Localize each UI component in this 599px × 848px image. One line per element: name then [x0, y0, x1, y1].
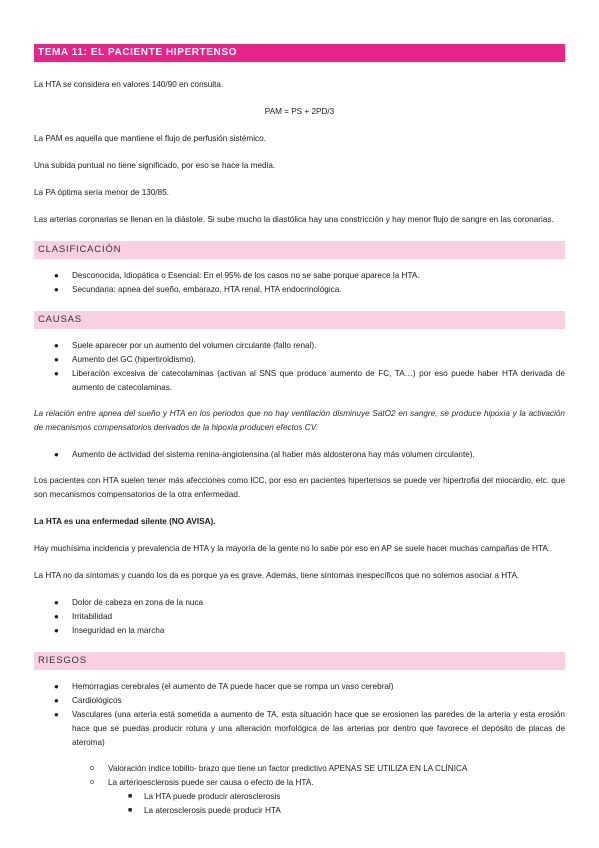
list-item: ■ La aterosclerosis puede producir HTA: [34, 804, 565, 818]
paragraph-sintomas: La HTA no da síntomas y cuando los da es porque ya es grave. Además, tiene síntomas inespecíficos que no solemos asociar a HTA.: [34, 571, 520, 580]
list-item: ● Irritabilidad: [34, 610, 565, 624]
bullet-icon: ●: [54, 612, 59, 621]
riesgos-sublist: [34, 762, 565, 790]
list-item: ● Dolor de cabeza en zona de la nuca: [34, 596, 565, 610]
bullet-icon: ●: [54, 682, 59, 691]
circle-bullet-icon: o: [90, 765, 94, 772]
list-item: o Valoración índice tobillo- brazo que tiene un factor predictivo APENAS SE UTILIZA EN LA CLÍNICA: [34, 762, 565, 776]
riesgos-list: [34, 680, 565, 750]
bullet-icon: ●: [54, 696, 59, 705]
causas-list-2: [34, 448, 565, 462]
list-item: ● Cardiológicos: [34, 694, 565, 708]
sintomas-list: [34, 596, 565, 638]
bullet-icon: ●: [54, 450, 59, 459]
list-item: ■ La HTA puede producir aterosclerosis: [34, 790, 565, 804]
page-title: TEMA 11: EL PACIENTE HIPERTENSO: [34, 44, 565, 62]
paragraph-coronarias: Las arterias coronarias se llenan en la diástole. Si sube mucho la diastólica hay una constricción y hay menor flujo de sangre en las coronarias.: [34, 215, 554, 224]
paragraph-pa-optima: La PA óptima sería menor de 130/85.: [34, 188, 170, 197]
list-item: ● Aumento de actividad del sistema renina-angiotensina (al haber más aldosterona hay más volumen circulante).: [34, 448, 565, 462]
riesgos-subsublist: [34, 790, 565, 818]
bullet-icon: ●: [54, 626, 59, 635]
paragraph-pam: La PAM es aquella que mantiene el flujo de perfusión sistémico.: [34, 134, 266, 143]
bullet-icon: ●: [54, 355, 59, 364]
bullet-icon: ●: [54, 369, 59, 378]
list-item: ● Vasculares (una arteria está sometida a aumento de TA, esta situación hace que se erosionen las paredes de la arteria y esta erosión hace que se puedas producir rotura y una alteración morfológica de las arterias por dentro que favorece el depósito de placas de ateroma): [54, 710, 565, 747]
circle-bullet-icon: o: [90, 779, 94, 786]
document-page: [34, 44, 565, 818]
list-item: ● Desconocida, Idiopática o Esencial: En el 95% de los casos no se sabe porque aparece la HTA.: [34, 269, 565, 283]
bullet-icon: ●: [54, 285, 59, 294]
bullet-icon: ●: [54, 598, 59, 607]
bullet-icon: ●: [54, 271, 59, 280]
paragraph-afecciones: Los pacientes con HTA suelen tener más afecciones como ICC, por eso en pacientes hipertensos se puede ver hipertrofia del miocardio, etc. que son mecanismos compensatorios de la otra enfermedad.: [34, 476, 565, 499]
causas-list: [34, 339, 565, 395]
list-item: o La arterioesclerosis puede ser causa o efecto de la HTA.: [34, 776, 565, 790]
section-heading-causas: CAUSAS: [34, 311, 565, 329]
clasificacion-list: [34, 269, 565, 297]
paragraph-hta-values: La HTA se considera en valores 140/90 en consulta.: [34, 80, 224, 89]
paragraph-incidencia: Hay muchísima incidencia y prevalencia de HTA y la mayoría de la gente no lo sabe por eso en AP se suele hacer muchas campañas de HTA.: [34, 544, 551, 553]
list-item: ● Suele aparecer por un aumento del volumen circulante (fallo renal).: [34, 339, 565, 353]
section-heading-clasificacion: CLASIFICACIÓN: [34, 241, 565, 259]
section-heading-riesgos: RIESGOS: [34, 652, 565, 670]
paragraph-subida: Una subida puntual no tiene significado, por eso se hace la media.: [34, 161, 276, 170]
square-bullet-icon: ■: [128, 807, 133, 814]
bullet-icon: ●: [54, 710, 59, 719]
list-item: ● Secundaria: apnea del sueño, embarazo, HTA renal, HTA endocrinológica.: [34, 283, 565, 297]
bullet-icon: ●: [54, 341, 59, 350]
list-item: ● Liberación excesiva de catecolaminas (activan al SNS que produce aumento de FC, TA…) por eso puede haber HTA derivada de aumento de catecolaminas.: [54, 369, 565, 392]
list-item: ● Hemorragias cerebrales (el aumento de TA puede hacer que se rompa un vaso cerebral): [34, 680, 565, 694]
list-item: ● Inseguridad en la marcha: [34, 624, 565, 638]
italic-note-apnea: La relación entre apnea del sueño y HTA en los periodos que no hay ventilación disminuye SatO2 en sangre, se produce hipoxia y la activación de mecanismos compensatorios derivados de la hipoxia producen efectos CV.: [34, 409, 565, 432]
list-item: ● Aumento del GC (hipertiroidismo).: [34, 353, 565, 367]
formula-pam: PAM = PS + 2PD/3: [264, 107, 335, 116]
paragraph-silente: La HTA es una enfermedad silente (NO AVISA).: [34, 517, 216, 526]
square-bullet-icon: ■: [128, 793, 133, 800]
